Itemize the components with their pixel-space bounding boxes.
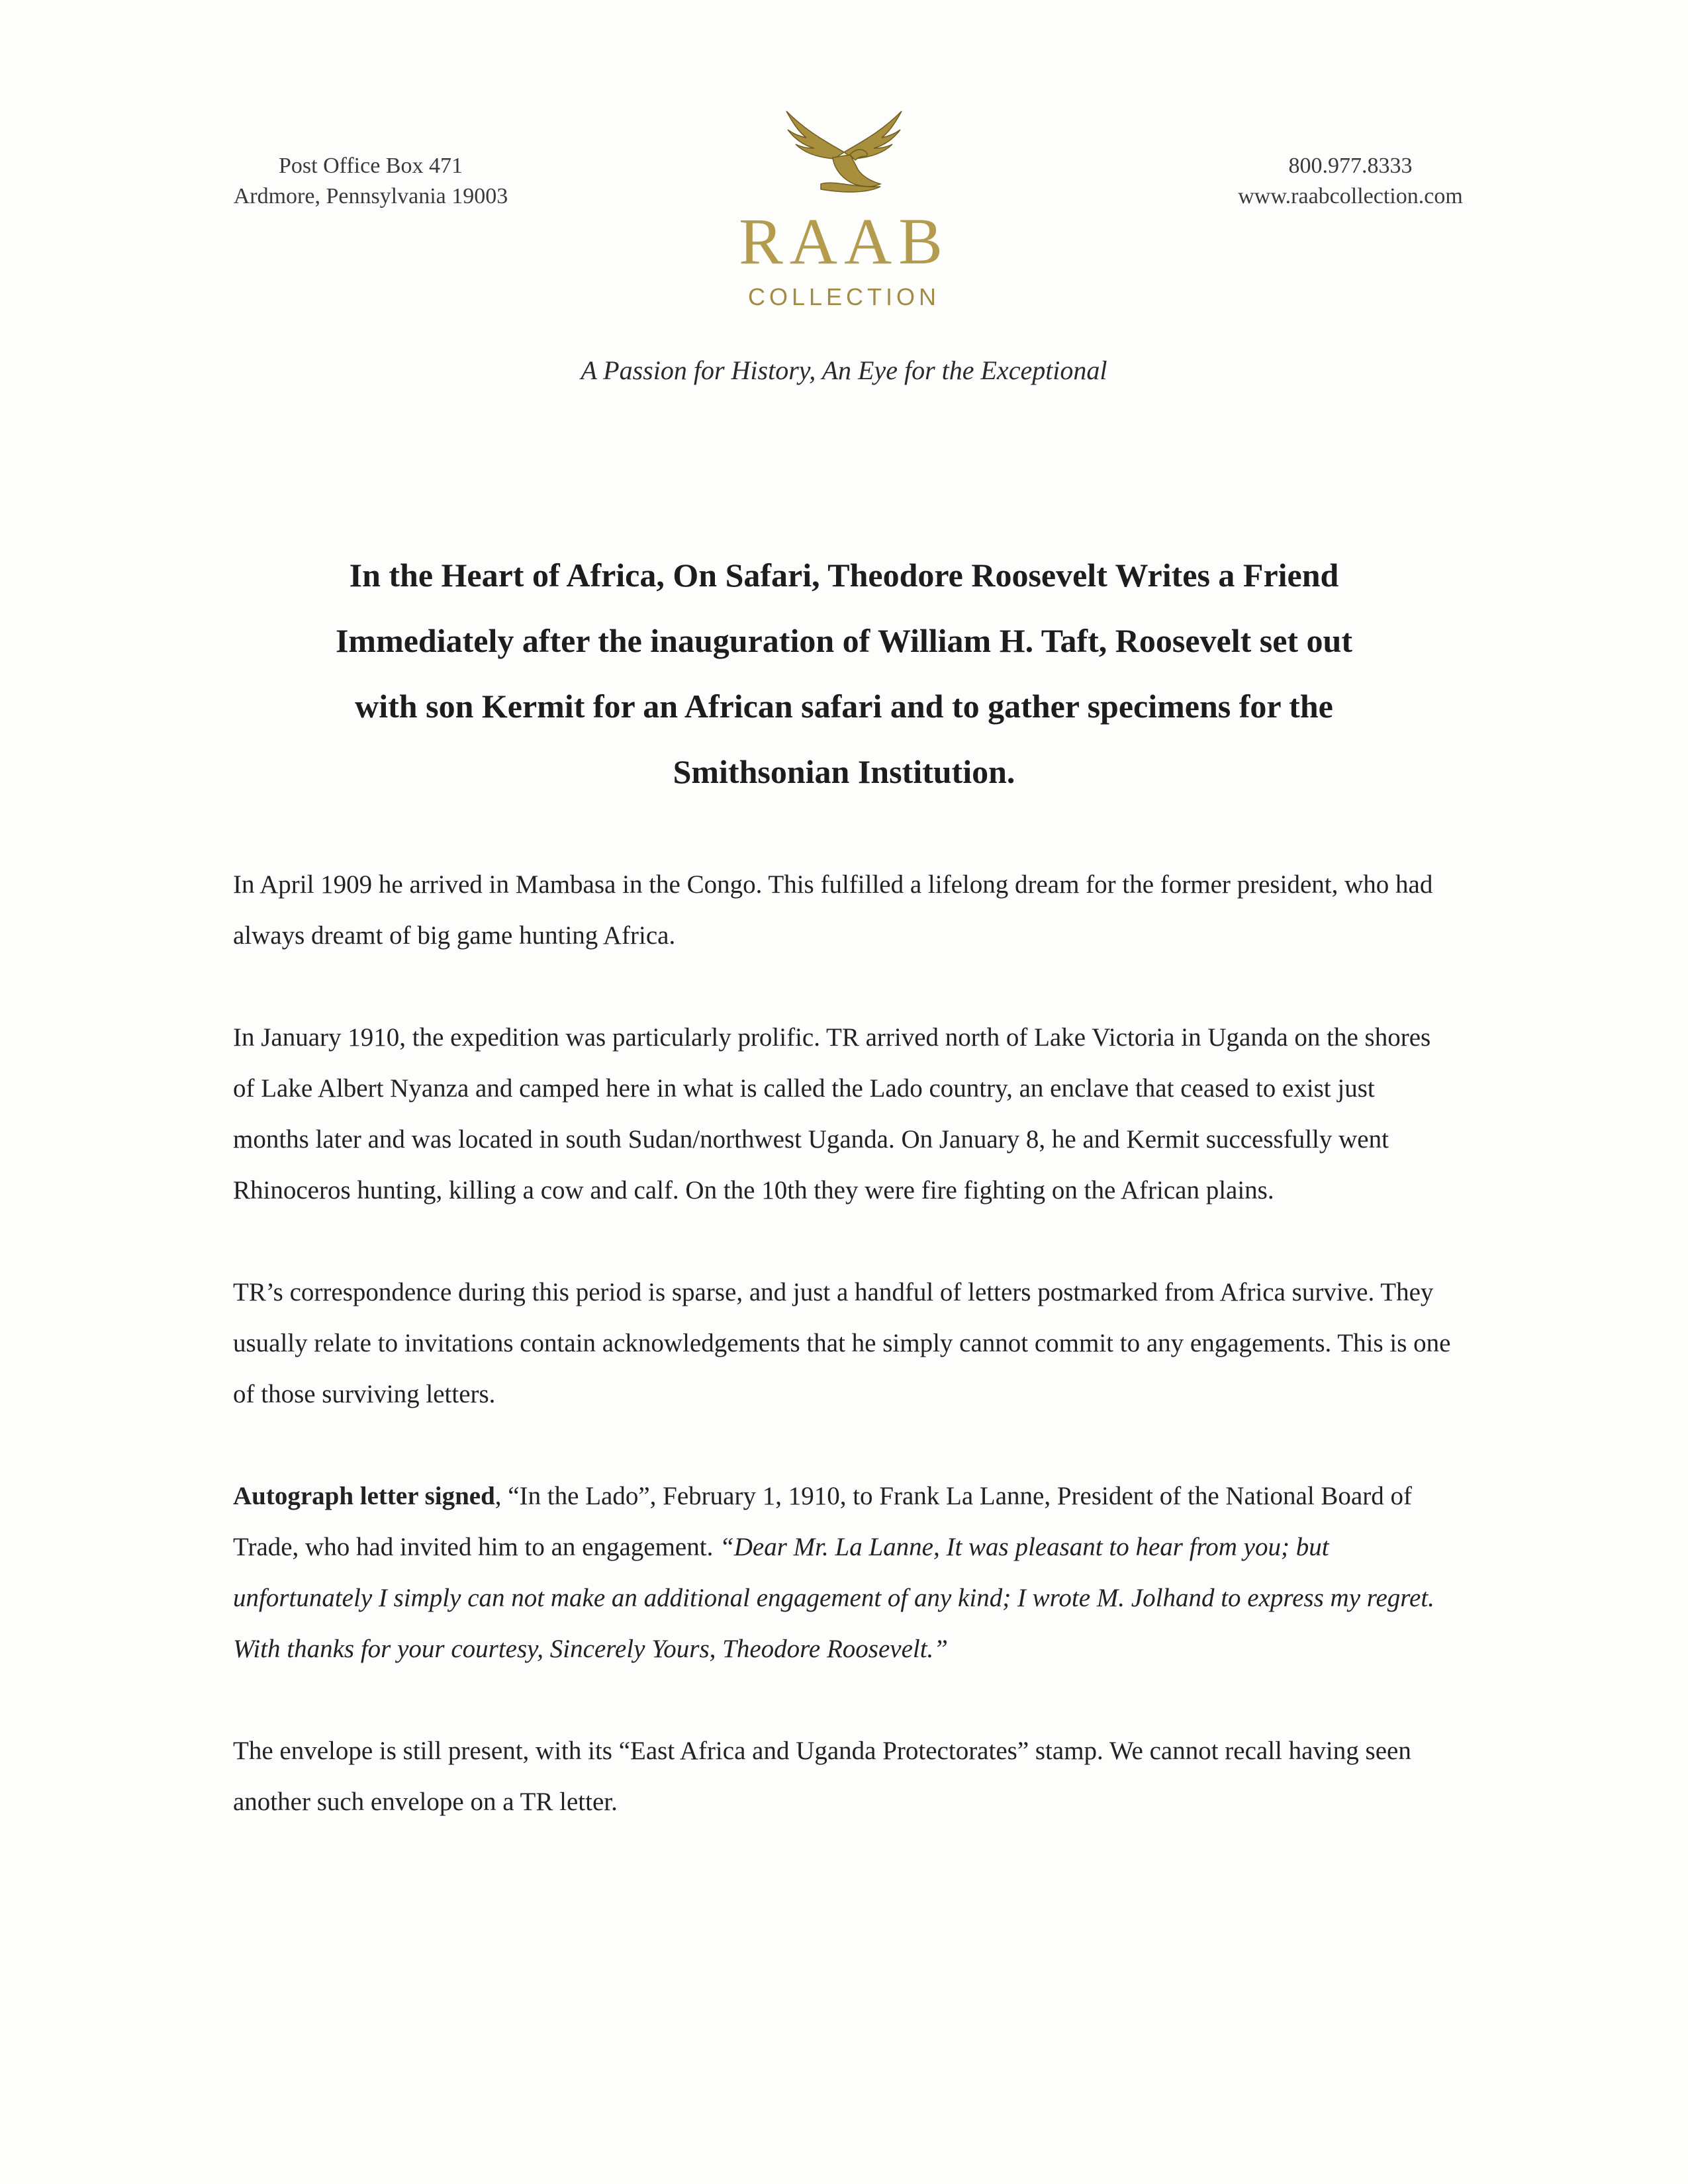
paragraph-3: TR’s correspondence during this period is sparse, and just a handful of letters postmarked from Africa survive. They usually relate to invitations contain acknowledgements that he simply cannot commit to any engagements. This is one of those surviving letters. (233, 1278, 1451, 1408)
headline (199, 543, 1489, 805)
address-line-1: Post Office Box 471 (279, 154, 463, 178)
contact-info (1192, 151, 1509, 212)
headline-line-4: Smithsonian Institution. (673, 753, 1015, 790)
eagle-icon (781, 106, 907, 199)
logo-subtitle: COLLECTION (747, 283, 941, 310)
phone-number: 800.977.8333 (1288, 154, 1413, 178)
paragraph-2: In January 1910, the expedition was particularly prolific. TR arrived north of Lake Victoria in Uganda on the shores of Lake Albert Nyanza and camped here in what is called the Lado country, an enclave that ceased to exist just months later and was located in south Sudan/northwest Uganda. On January 8, he and Kermit successfully went Rhinoceros hunting, killing a cow and calf. On the 10th they were fire fighting on the African plains. (233, 1023, 1431, 1205)
headline-line-3: with son Kermit for an African safari and to gather specimens for the (355, 688, 1333, 725)
paragraph-4 (233, 1471, 1451, 1674)
letter-description-text: , “In the Lado”, February 1, 1910, to Frank La Lanne, President of the National Board of Trade, who had invited him to an engagement. (233, 1482, 1412, 1561)
paragraph-1: In April 1909 he arrived in Mambasa in the Congo. This fulfilled a lifelong dream for the former president, who had always dreamt of big game hunting Africa. (233, 870, 1433, 950)
letter-description-bold: Autograph letter signed (233, 1482, 495, 1510)
headline-line-1: In the Heart of Africa, On Safari, Theodore Roosevelt Writes a Friend (349, 557, 1339, 594)
website-url: www.raabcollection.com (1238, 184, 1463, 208)
paragraph-5: The envelope is still present, with its “East Africa and Uganda Protectorates” stamp. We cannot recall having seen another such envelope on a TR letter. (233, 1737, 1411, 1816)
raab-logo (712, 106, 976, 324)
logo-wordmark: RAAB (739, 205, 949, 278)
letter-quote: “Dear Mr. La Lanne, It was pleasant to hear from you; but unfortunately I simply can not make an additional engagement of any kind; I wrote M. Jolhand to express my regret. With thanks for your courtesy, Sincerely Yours, Theodore Roosevelt.” (233, 1533, 1434, 1663)
mailing-address (199, 151, 543, 212)
tagline: A Passion for History, An Eye for the Exceptional (581, 355, 1107, 385)
headline-line-2: Immediately after the inauguration of William H. Taft, Roosevelt set out (335, 622, 1353, 659)
body-text (233, 859, 1451, 1878)
address-line-2: Ardmore, Pennsylvania 19003 (233, 184, 508, 208)
